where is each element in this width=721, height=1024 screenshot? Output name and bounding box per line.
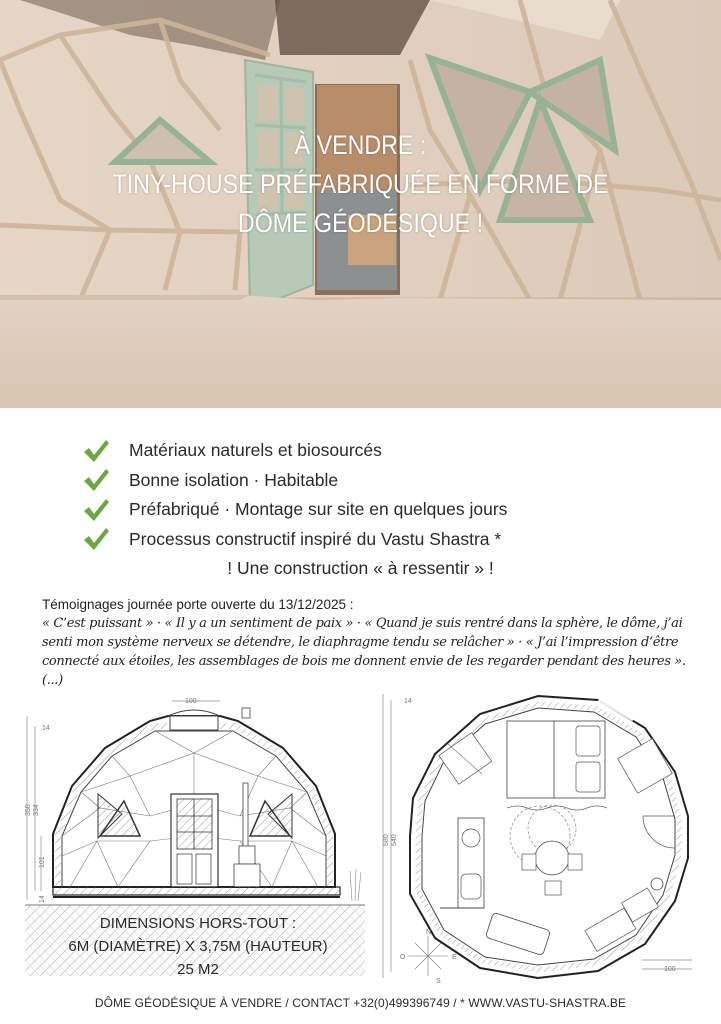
- elevation-label-door: 101: [39, 856, 46, 868]
- compass-s: S: [436, 978, 441, 985]
- floor-plan-drawing: [370, 686, 721, 986]
- feature-item: [82, 466, 642, 496]
- feature-item: [82, 525, 642, 555]
- feature-item: [82, 495, 642, 525]
- elevation-label-top-width: 100: [185, 698, 197, 705]
- feature-item: [82, 436, 642, 466]
- elevation-label-height-outer: 350: [25, 804, 32, 816]
- check-icon: [82, 526, 110, 552]
- tagline: ! Une construction « à ressentir » !: [227, 558, 494, 578]
- compass-o: O: [400, 954, 406, 961]
- plan-label-scale: 100: [664, 966, 676, 973]
- hero-title-line-3: DÔME GÉODÉSIQUE !: [237, 208, 484, 238]
- plan-label-wall: 14: [404, 698, 412, 705]
- dimensions-size: 6M (DIAMÈTRE) X 3,75M (HAUTEUR): [68, 938, 328, 955]
- footer-contact: DÔME GÉODÉSIQUE À VENDRE / CONTACT +32(0)499396749 / * WWW.VASTU-SHASTRA.BE: [94, 996, 627, 1010]
- compass-n: N: [426, 929, 432, 936]
- feature-label: Bonne isolation · Habitable: [129, 469, 339, 490]
- dimensions-heading: DIMENSIONS HORS-TOUT :: [99, 915, 297, 932]
- feature-label: Préfabriqué · Montage sur site en quelques jours: [129, 499, 508, 520]
- feature-list: [82, 436, 642, 554]
- hero-photo: [0, 0, 721, 408]
- hero-title-line-1: À VENDRE :: [294, 130, 427, 160]
- elevation-label-height-inner: 334: [33, 804, 40, 816]
- hero-title-line-2: TINY-HOUSE PRÉFABRIQUÉE EN FORME DE: [112, 169, 609, 199]
- hero-title: [50, 126, 670, 243]
- testimonials-quote: « C’est puissant » · « Il y a un sentiment de paix » · « Quand je suis rentré dans la sphère, le dôme, j’ai senti mon système nerveux se détendre, le diaphragme tendu se relâcher » · « J’ai l’impression d’être connecté aux étoiles, les assemblages de bois me donnent envie de les regarder pendant des heures ». (...): [42, 616, 686, 688]
- plan-label-outer-diameter: 580: [383, 834, 390, 846]
- elevation-label-wall: 14: [42, 725, 50, 732]
- check-icon: [82, 438, 110, 464]
- testimonials-heading: Témoignages journée porte ouverte du 13/12/2025 :: [42, 597, 354, 612]
- feature-label: Matériaux naturels et biosourcés: [129, 440, 382, 461]
- dimensions-block: [28, 912, 368, 981]
- compass-e: E: [452, 954, 457, 961]
- check-icon: [82, 497, 110, 523]
- plan-label-inner-diameter: 540: [391, 834, 398, 846]
- testimonials: [42, 595, 692, 690]
- dimensions-area: 25 M2: [177, 961, 219, 978]
- elevation-label-base: 14: [39, 895, 46, 903]
- check-icon: [82, 467, 110, 493]
- feature-label: Processus constructif inspiré du Vastu Shastra *: [129, 528, 502, 549]
